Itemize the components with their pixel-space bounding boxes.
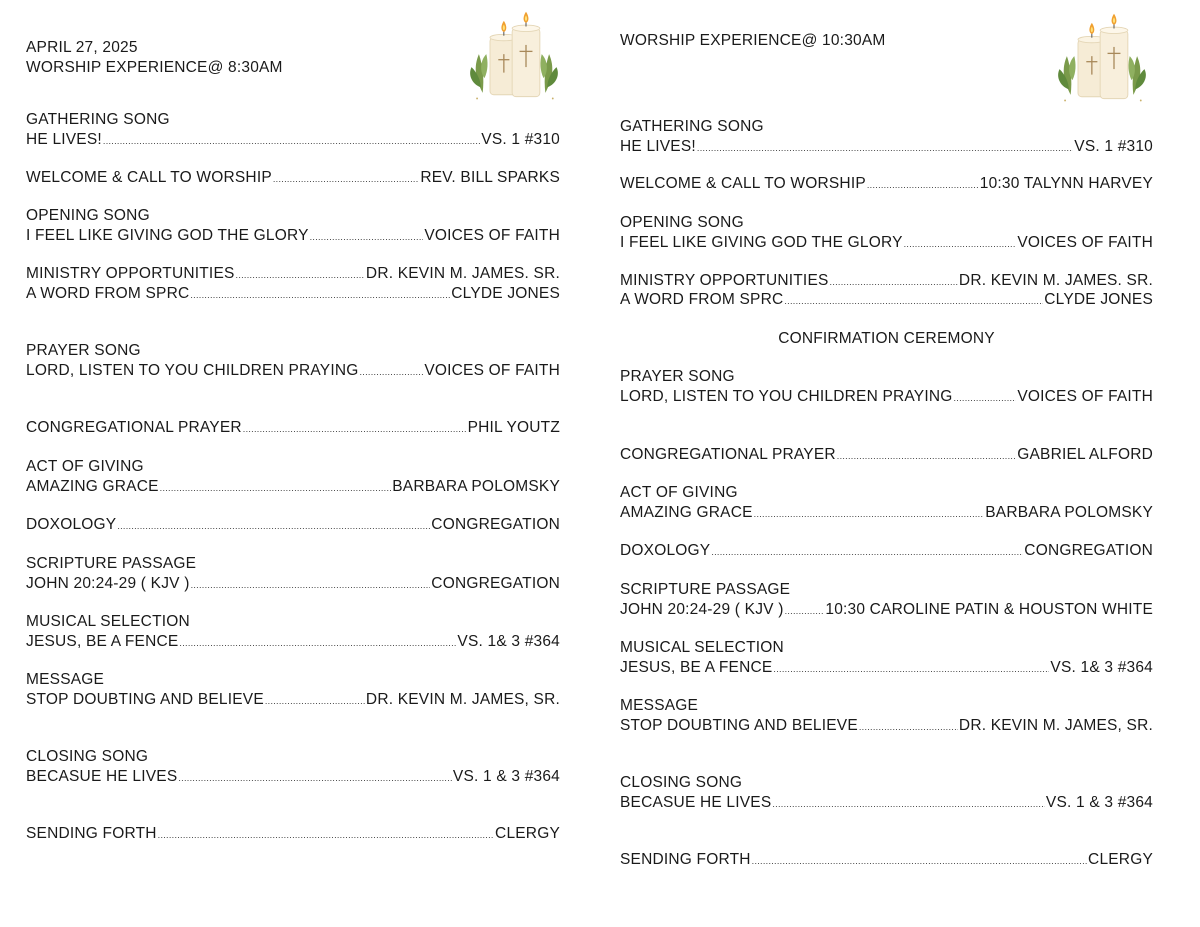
item-title: I FEEL LIKE GIVING GOD THE GLORY [620,234,903,251]
dot-leader [160,477,392,498]
program-item [26,110,560,151]
item-row [26,690,560,711]
item-row [26,168,560,189]
item-title: HE LIVES! [26,131,102,148]
dot-leader [191,574,431,595]
dot-leader [837,445,1016,466]
item-leader: DR. KEVIN M. JAMES, SR. [958,717,1153,734]
item-leader: VS. 1 #310 [481,131,560,148]
item-heading: PRAYER SONG [26,342,141,359]
item-leader: CONGREGATION [431,575,560,592]
item-heading: MESSAGE [26,671,105,688]
item-heading: ACT OF GIVING [26,458,144,475]
item-leader: VOICES OF FAITH [424,362,560,379]
dot-leader [904,233,1017,254]
item-title: BECASUE HE LIVES [620,794,772,811]
item-heading: GATHERING SONG [26,111,170,128]
item-row [620,233,1153,254]
dot-leader [754,503,985,524]
item-heading: ACT OF GIVING [620,484,738,501]
item-leader: CLERGY [1088,851,1153,868]
item-heading: PRAYER SONG [620,368,735,385]
item-leader: CLYDE JONES [451,285,560,302]
service-title: WORSHIP EXPERIENCE@ 8:30AM [26,59,283,76]
item-title: STOP DOUBTING AND BELIEVE [620,717,858,734]
item-row [26,130,560,151]
item-title: SENDING FORTH [620,851,751,868]
program-item [620,271,1153,292]
item-row [620,600,1153,621]
item-heading: CLOSING SONG [620,774,743,791]
program-item [26,612,560,653]
item-row [26,361,560,382]
item-leader: VS. 1 & 3 #364 [1045,794,1153,811]
dot-leader [785,600,825,621]
item-title: A WORD FROM SPRC [26,285,190,302]
item-title: AMAZING GRACE [26,478,159,495]
dot-leader [178,767,452,788]
item-row [26,477,560,498]
program-panel-10-30 [620,0,1153,927]
item-row [26,284,560,305]
program-item [620,445,1153,466]
item-heading: GATHERING SONG [620,118,764,135]
item-leader: CLYDE JONES [1044,291,1153,308]
service-date: APRIL 27, 2025 [26,39,138,56]
item-row [26,574,560,595]
item-heading: MUSICAL SELECTION [620,639,784,656]
dot-leader [773,658,1049,679]
program-item [620,290,1153,311]
item-title: JOHN 20:24-29 ( KJV ) [620,601,784,618]
dot-leader [179,632,456,653]
item-row [26,418,560,439]
item-title: JOHN 20:24-29 ( KJV ) [26,575,190,592]
item-row [620,716,1153,737]
dot-leader [859,716,958,737]
item-heading: SCRIPTURE PASSAGE [620,581,791,598]
program-item [26,457,560,498]
item-title: A WORD FROM SPRC [620,291,784,308]
item-leader: CLERGY [495,825,560,842]
dot-leader [103,130,480,151]
item-title: I FEEL LIKE GIVING GOD THE GLORY [26,227,309,244]
candles-cross-icon [1054,10,1150,106]
item-leader: VOICES OF FAITH [1017,234,1153,251]
item-title: WELCOME & CALL TO WORSHIP [26,169,272,186]
program-item [620,773,1153,814]
item-row [620,541,1153,562]
program-item [26,747,560,788]
dot-leader [954,387,1017,408]
item-row [620,174,1153,195]
item-leader: REV. BILL SPARKS [420,169,560,186]
program-item [620,117,1153,158]
item-title: SENDING FORTH [26,825,157,842]
program-item [26,284,560,305]
item-title: BECASUE HE LIVES [26,768,178,785]
item-row [26,264,560,285]
item-leader: 10:30 CAROLINE PATIN & HOUSTON WHITE [825,601,1153,618]
dot-leader [697,137,1073,158]
item-leader: DR. KEVIN M. JAMES. SR. [365,265,560,282]
program-item [26,670,560,711]
item-title: LORD, LISTEN TO YOU CHILDREN PRAYING [620,388,953,405]
program-item [620,638,1153,679]
item-row [26,767,560,788]
program-item [620,174,1153,195]
program-item [26,264,560,285]
item-row [620,793,1153,814]
item-leader: VS. 1 & 3 #364 [452,768,560,785]
program-item [620,541,1153,562]
item-title: JESUS, BE A FENCE [26,633,179,650]
dot-leader [265,690,365,711]
dot-leader [711,541,1023,562]
item-leader: CONGREGATION [1024,542,1153,559]
item-title: WELCOME & CALL TO WORSHIP [620,175,866,192]
program-item [26,341,560,382]
item-row [620,290,1153,311]
item-heading: SCRIPTURE PASSAGE [26,555,197,572]
item-leader: DR. KEVIN M. JAMES, SR. [365,691,560,708]
item-leader: VOICES OF FAITH [424,227,560,244]
dot-leader [236,264,365,285]
program-item [620,213,1153,254]
item-heading: MUSICAL SELECTION [26,613,190,630]
item-title: MINISTRY OPPORTUNITIES [26,265,235,282]
dot-leader [243,418,467,439]
item-row [620,503,1153,524]
item-row [620,387,1153,408]
dot-leader [360,361,424,382]
item-title: HE LIVES! [620,138,696,155]
item-leader: VS. 1& 3 #364 [1050,659,1153,676]
item-heading: OPENING SONG [26,207,150,224]
item-row [26,824,560,845]
dot-leader [867,174,979,195]
item-title: STOP DOUBTING AND BELIEVE [26,691,264,708]
item-leader: DR. KEVIN M. JAMES. SR. [958,272,1153,289]
program-item [620,580,1153,621]
item-title: MINISTRY OPPORTUNITIES [620,272,829,289]
dot-leader [117,515,430,536]
dot-leader [273,168,420,189]
item-title: LORD, LISTEN TO YOU CHILDREN PRAYING [26,362,359,379]
item-title: CONGREGATIONAL PRAYER [26,419,242,436]
item-leader: GABRIEL ALFORD [1017,446,1153,463]
item-title: CONGREGATIONAL PRAYER [620,446,836,463]
item-row [26,632,560,653]
program-item [26,554,560,595]
item-row [26,515,560,536]
item-leader: VS. 1& 3 #364 [457,633,560,650]
program-item [26,206,560,247]
item-title: DOXOLOGY [620,542,711,559]
item-leader: 10:30 TALYNN HARVEY [979,175,1153,192]
program-item [26,418,560,439]
program-panel-8-30 [26,0,560,927]
dot-leader [310,226,424,247]
item-row [620,271,1153,292]
item-leader: BARBARA POLOMSKY [392,478,560,495]
dot-leader [784,290,1043,311]
item-leader: VOICES OF FAITH [1017,388,1153,405]
confirmation-heading: CONFIRMATION CEREMONY [778,330,995,347]
item-leader: PHIL YOUTZ [467,419,560,436]
item-row [620,850,1153,871]
dot-leader [158,824,494,845]
program-item [26,515,560,536]
item-heading: MESSAGE [620,697,699,714]
dot-leader [752,850,1087,871]
dot-leader [772,793,1045,814]
item-leader: CONGREGATION [431,516,560,533]
program-item [620,850,1153,871]
item-title: DOXOLOGY [26,516,117,533]
item-row [620,658,1153,679]
dot-leader [190,284,450,305]
program-item [620,367,1153,408]
item-row [620,445,1153,466]
service-title: WORSHIP EXPERIENCE@ 10:30AM [620,32,886,49]
program-item [620,696,1153,737]
item-row [26,226,560,247]
item-row [620,137,1153,158]
item-leader: BARBARA POLOMSKY [985,504,1153,521]
item-heading: OPENING SONG [620,214,744,231]
item-title: JESUS, BE A FENCE [620,659,773,676]
item-heading: CLOSING SONG [26,748,149,765]
item-title: AMAZING GRACE [620,504,753,521]
candles-cross-icon [466,8,562,104]
program-item [26,168,560,189]
program-item [620,483,1153,524]
item-leader: VS. 1 #310 [1074,138,1153,155]
program-item [26,824,560,845]
dot-leader [830,271,958,292]
